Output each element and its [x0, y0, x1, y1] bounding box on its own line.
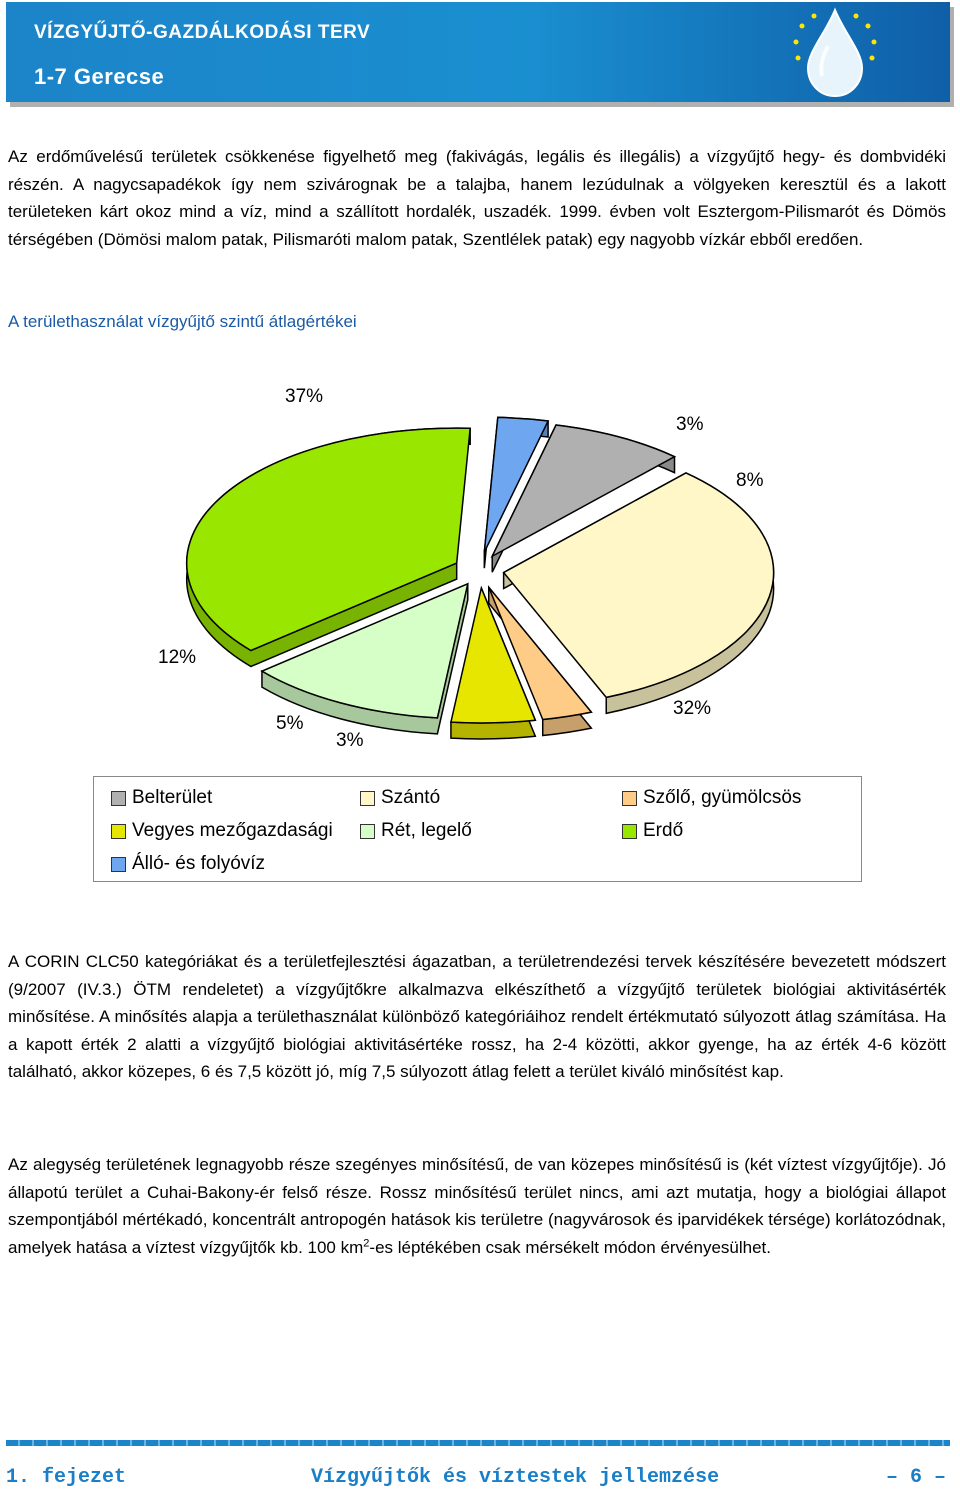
legend-label: Erdő	[643, 820, 684, 841]
legend-item-erdo	[622, 820, 683, 842]
paragraph-assessment	[8, 1151, 946, 1261]
slice-label-belterulet: 8%	[736, 470, 764, 491]
legend-label: Rét, legelő	[381, 820, 472, 841]
paragraph-assessment-main: Az alegység területének legnagyobb része szegényes minősítésű, de van közepes minősítésű is (két víztest vízgyűjtője). Jó állapotú terület a Cuhai-Bakony-ér felső része. Rossz minősítésű terület nincs, ami azt mutatja, hogy a biológiai állapot szempontjából mértékadó, koncentrált antropogén hatások kis területre (nagyvárosok és iparvidékek térsége) korlátozódnak, amelyek hatása a víztest vízgyűjtők kb. 100 km	[8, 1155, 946, 1257]
legend-swatch	[111, 824, 126, 839]
legend-item-szolo	[622, 787, 801, 809]
legend-label: Vegyes mezőgazdasági	[132, 820, 333, 841]
chart-heading: A területhasználat vízgyűjtő szintű átlagértékei	[8, 312, 357, 331]
slice-label-szanto: 32%	[673, 698, 712, 719]
legend-swatch	[360, 824, 375, 839]
legend-label: Belterület	[132, 787, 213, 808]
legend-item-belterulet	[111, 787, 212, 809]
page-header	[6, 2, 950, 102]
legend-swatch	[111, 857, 126, 872]
paragraph-assessment-tail: -es léptékében csak mérsékelt módon érvényesülhet.	[369, 1237, 772, 1257]
water-drop-eu-logo-icon	[790, 6, 880, 98]
superscript: 2	[363, 1236, 370, 1249]
legend-swatch	[111, 791, 126, 806]
legend-item-vegyes	[111, 820, 333, 842]
legend-label: Szőlő, gyümölcsös	[643, 787, 802, 808]
legend-swatch	[622, 791, 637, 806]
legend-label: Szántó	[381, 787, 441, 808]
slice-label-ret: 12%	[158, 647, 197, 668]
legend-item-szanto	[360, 787, 440, 809]
footer-title: Vízgyűjtők és víztestek jellemzése	[311, 1466, 720, 1489]
slice-label-erdo: 37%	[285, 386, 324, 407]
slice-label-viz: 3%	[676, 414, 704, 435]
pie-chart	[0, 370, 960, 770]
header-subtitle: 1-7 Gerecse	[34, 64, 165, 89]
legend-item-viz	[111, 853, 265, 875]
legend-swatch	[360, 791, 375, 806]
footer-chapter: 1. fejezet	[6, 1466, 127, 1489]
footer-divider	[6, 1440, 950, 1446]
header-title: VÍZGYŰJTŐ-GAZDÁLKODÁSI TERV	[34, 22, 371, 43]
legend-label: Álló- és folyóvíz	[132, 853, 266, 874]
intro-paragraph: Az erdőművelésű területek csökkenése figyelhető meg (fakivágás, legális és illegális) a vízgyűjtő hegy- és dombvidéki részén. A nagycsapadékok így nem szivárognak be a talajba, hanem lezúdulnak a völgyeken keresztül és a lakott területeken kárt okoz mind a víz, mind a szállított hordalék, uszadék. 1999. évben volt Esztergom-Pilismarót és Dömös térségében (Dömösi malom patak, Pilismaróti malom patak, Szentlélek patak) egy nagyobb vízkár ebből eredően.	[8, 147, 946, 249]
slice-label-szolo: 3%	[336, 730, 364, 751]
legend-item-ret	[360, 820, 472, 842]
footer-page-number: – 6 –	[885, 1466, 946, 1489]
slice-label-vegyes: 5%	[276, 713, 304, 734]
legend-swatch	[622, 824, 637, 839]
chart-legend	[93, 776, 862, 882]
paragraph-biological-activity: A CORIN CLC50 kategóriákat és a területfejlesztési ágazatban, a területrendezési tervek készítésére bevezetett módszert (9/2007 (IV.3.) ÖTM rendeletet) a vízgyűjtőkre alkalmazva elkészíthető a vízgyűjtő területek biológiai aktivitásérték minősítése. A minősítés alapja a területhasználat különböző kategóriáihoz rendelt értékmutató súlyozott átlag számítása. Ha a kapott érték 2 alatti a vízgyűjtő biológiai aktivitásértéke rossz, ha 2-4 közötti, akkor gyenge, ha az érték 4-6 között található, akkor közepes, 6 és 7,5 között jó, míg 7,5 súlyozott átlag felett a terület kiváló minősítést kap.	[8, 952, 946, 1081]
